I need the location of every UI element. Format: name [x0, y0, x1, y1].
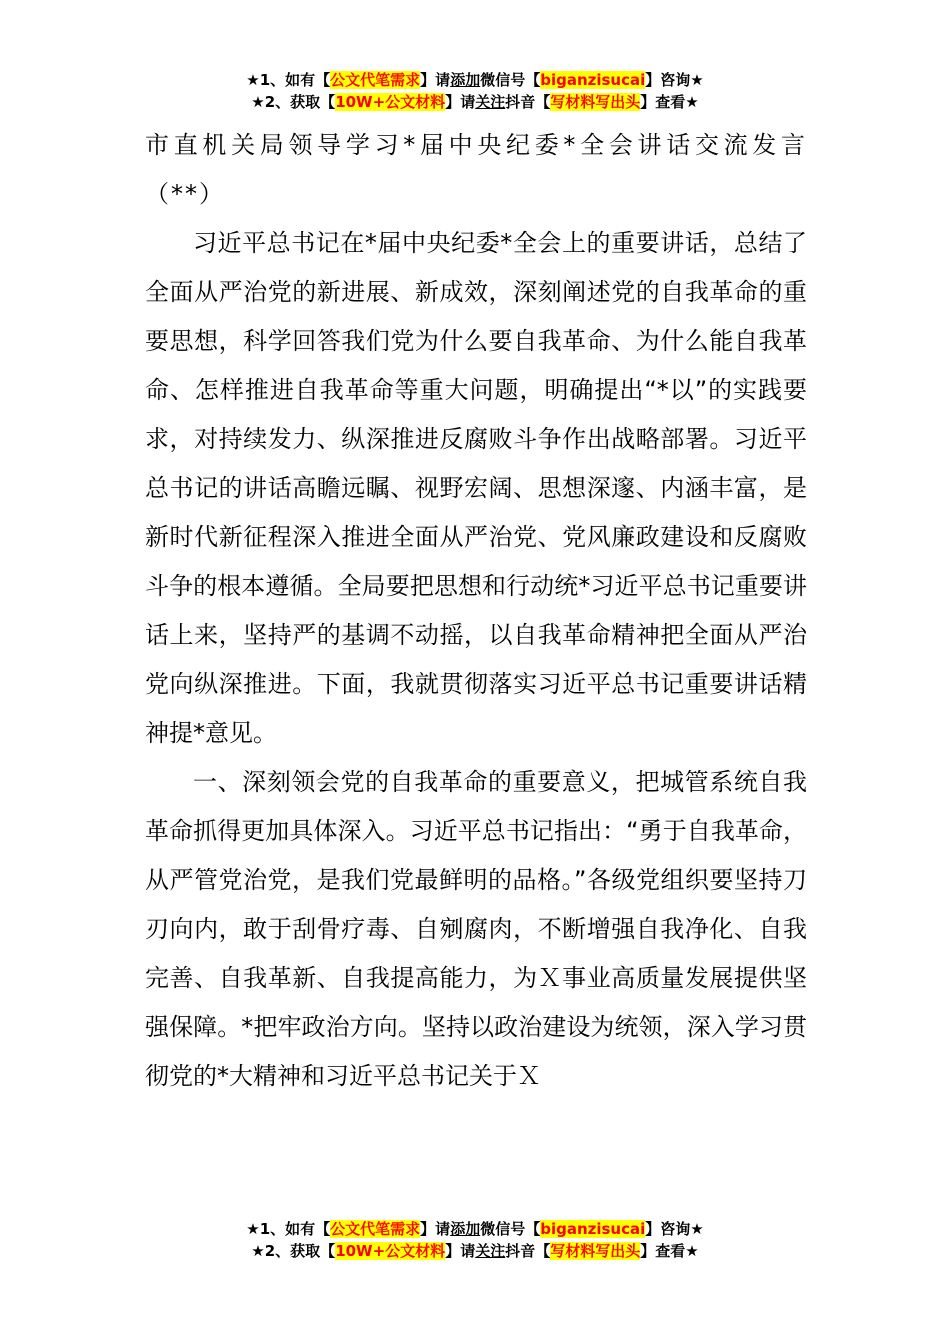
promo-line-1-highlight-service: 公文代笔需求: [330, 71, 421, 89]
promo-line-1: [0, 1219, 950, 1241]
promo-line-1-text-2: 微信号【: [480, 71, 541, 89]
document-title: 市直机关局领导学习*届中央纪委*全会讲话交流发言（**）: [145, 131, 807, 208]
promo-line-1: [0, 70, 950, 92]
promo-line-1-text: 】请: [420, 71, 451, 89]
promo-footer: [0, 1219, 950, 1263]
promo-line-2-highlight-materials: 10W+公文材料: [335, 93, 446, 111]
promo-line-1-prefix: ★1、如有【: [246, 71, 331, 89]
paragraph-section-1: 一、深刻领会党的自我革命的重要意义，把城管系统自我革命抓得更加具体深入。习近平总书记指出：“勇于自我革命，从严管党治党，是我们党最鲜明的品格。”各级党组织要坚持刀刃向内，敢于刮骨疗毒、自剜腐肉，不断增强自我净化、自我完善、自我革新、自我提高能力，为Ｘ事业高质量发展提供坚强保障。*把牢政治方向。坚持以政治建设为统领，深入学习贯彻党的*大精神和习近平总书记关于Ｘ: [145, 768, 807, 1090]
promo-line-2-suffix: 】查看★: [640, 1242, 699, 1260]
promo-line-1-underlined: 添加: [450, 1220, 481, 1238]
promo-line-1-suffix: 】咨询★: [645, 1220, 704, 1238]
promo-line-1-text-2: 微信号【: [480, 1220, 541, 1238]
promo-line-2-text: 】请: [445, 93, 476, 111]
promo-header: [0, 70, 950, 114]
promo-line-2-prefix: ★2、获取【: [251, 93, 336, 111]
paragraph-intro: 习近平总书记在*届中央纪委*全会上的重要讲话，总结了全面从严治党的新进展、新成效，深刻阐述党的自我革命的重要思想，科学回答我们党为什么要自我革命、为什么能自我革命、怎样推进自我革命等重大问题，明确提出“*以”的实践要求，对持续发力、纵深推进反腐败斗争作出战略部署。习近平总书记的讲话高瞻远瞩、视野宏阔、思想深邃、内涵丰富，是新时代新征程深入推进全面从严治党、党风廉政建设和反腐败斗争的根本遵循。全局要把思想和行动统*习近平总书记重要讲话上来，坚持严的基调不动摇，以自我革命精神把全面从严治党向纵深推进。下面，我就贯彻落实习近平总书记重要讲话精神提*意见。: [145, 229, 807, 747]
promo-line-2: [0, 92, 950, 114]
promo-line-1-underlined: 添加: [450, 71, 481, 89]
promo-line-2-underlined: 关注: [475, 93, 506, 111]
promo-line-1-suffix: 】咨询★: [645, 71, 704, 89]
promo-line-1-highlight-wechat: biganzisucai: [540, 71, 646, 89]
promo-line-1-highlight-wechat: biganzisucai: [540, 1220, 646, 1238]
document-body: [145, 219, 807, 1101]
promo-line-2: [0, 1241, 950, 1263]
promo-line-2-highlight-materials: 10W+公文材料: [335, 1242, 446, 1260]
promo-line-1-highlight-service: 公文代笔需求: [330, 1220, 421, 1238]
promo-line-1-text: 】请: [420, 1220, 451, 1238]
promo-line-1-prefix: ★1、如有【: [246, 1220, 331, 1238]
promo-line-2-prefix: ★2、获取【: [251, 1242, 336, 1260]
promo-line-2-highlight-account: 写材料写出头: [550, 93, 641, 111]
promo-line-2-underlined: 关注: [475, 1242, 506, 1260]
promo-line-2-text-2: 抖音【: [505, 93, 551, 111]
promo-line-2-highlight-account: 写材料写出头: [550, 1242, 641, 1260]
promo-line-2-suffix: 】查看★: [640, 93, 699, 111]
promo-line-2-text-2: 抖音【: [505, 1242, 551, 1260]
promo-line-2-text: 】请: [445, 1242, 476, 1260]
